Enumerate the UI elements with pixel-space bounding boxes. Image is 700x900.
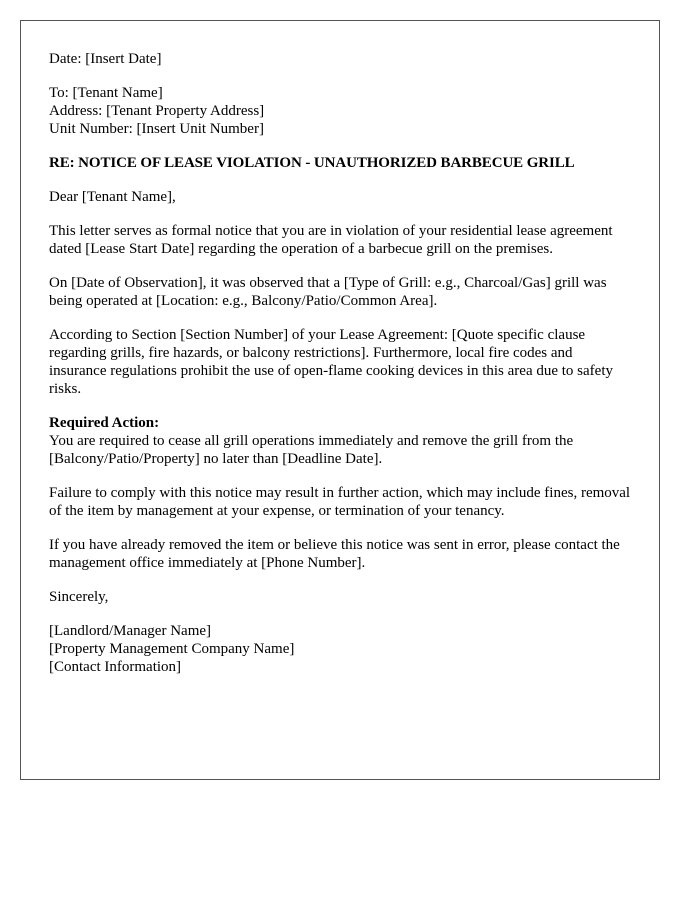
recipient-to: To: [Tenant Name] xyxy=(49,85,163,101)
recipient-address: Address: [Tenant Property Address] xyxy=(49,103,265,119)
letter-page xyxy=(20,20,660,780)
signature-name: [Landlord/Manager Name] xyxy=(49,623,212,639)
date-line: Date: [Insert Date] xyxy=(49,51,162,67)
body-paragraph-2: On [Date of Observation], it was observed that a [Type of Grill: e.g., Charcoal/Gas] grill was being operated at [Location: e.g., Balcony/Patio/Common Area]. xyxy=(49,275,607,309)
body-paragraph-1: This letter serves as formal notice that you are in violation of your residential lease agreement dated [Lease Start Date] regarding the operation of a barbecue grill on the premises. xyxy=(49,223,613,257)
salutation: Dear [Tenant Name], xyxy=(49,189,176,205)
required-action-heading: Required Action: xyxy=(49,415,160,431)
subject-line: RE: NOTICE OF LEASE VIOLATION - UNAUTHORIZED BARBECUE GRILL xyxy=(49,155,575,171)
required-action-block xyxy=(49,414,631,468)
body-paragraph-3: According to Section [Section Number] of your Lease Agreement: [Quote specific clause regarding grills, fire hazards, or balcony restrictions]. Furthermore, local fire codes and insurance regulations prohibit the use of open-flame cooking devices in this area due to safety risks. xyxy=(49,327,613,397)
signoff: Sincerely, xyxy=(49,589,109,605)
closing-paragraph-1: Failure to comply with this notice may result in further action, which may include fines, removal of the item by management at your expense, or termination of your tenancy. xyxy=(49,485,631,519)
signature-contact: [Contact Information] xyxy=(49,659,182,675)
required-action-text: You are required to cease all grill operations immediately and remove the grill from the [Balcony/Patio/Property] no later than [Deadline Date]. xyxy=(49,433,574,467)
closing-paragraph-2: If you have already removed the item or believe this notice was sent in error, please contact the management office immediately at [Phone Number]. xyxy=(49,537,620,571)
recipient-block xyxy=(49,84,631,138)
recipient-unit: Unit Number: [Insert Unit Number] xyxy=(49,121,264,137)
signature-company: [Property Management Company Name] xyxy=(49,641,295,657)
signature-block xyxy=(49,622,631,676)
